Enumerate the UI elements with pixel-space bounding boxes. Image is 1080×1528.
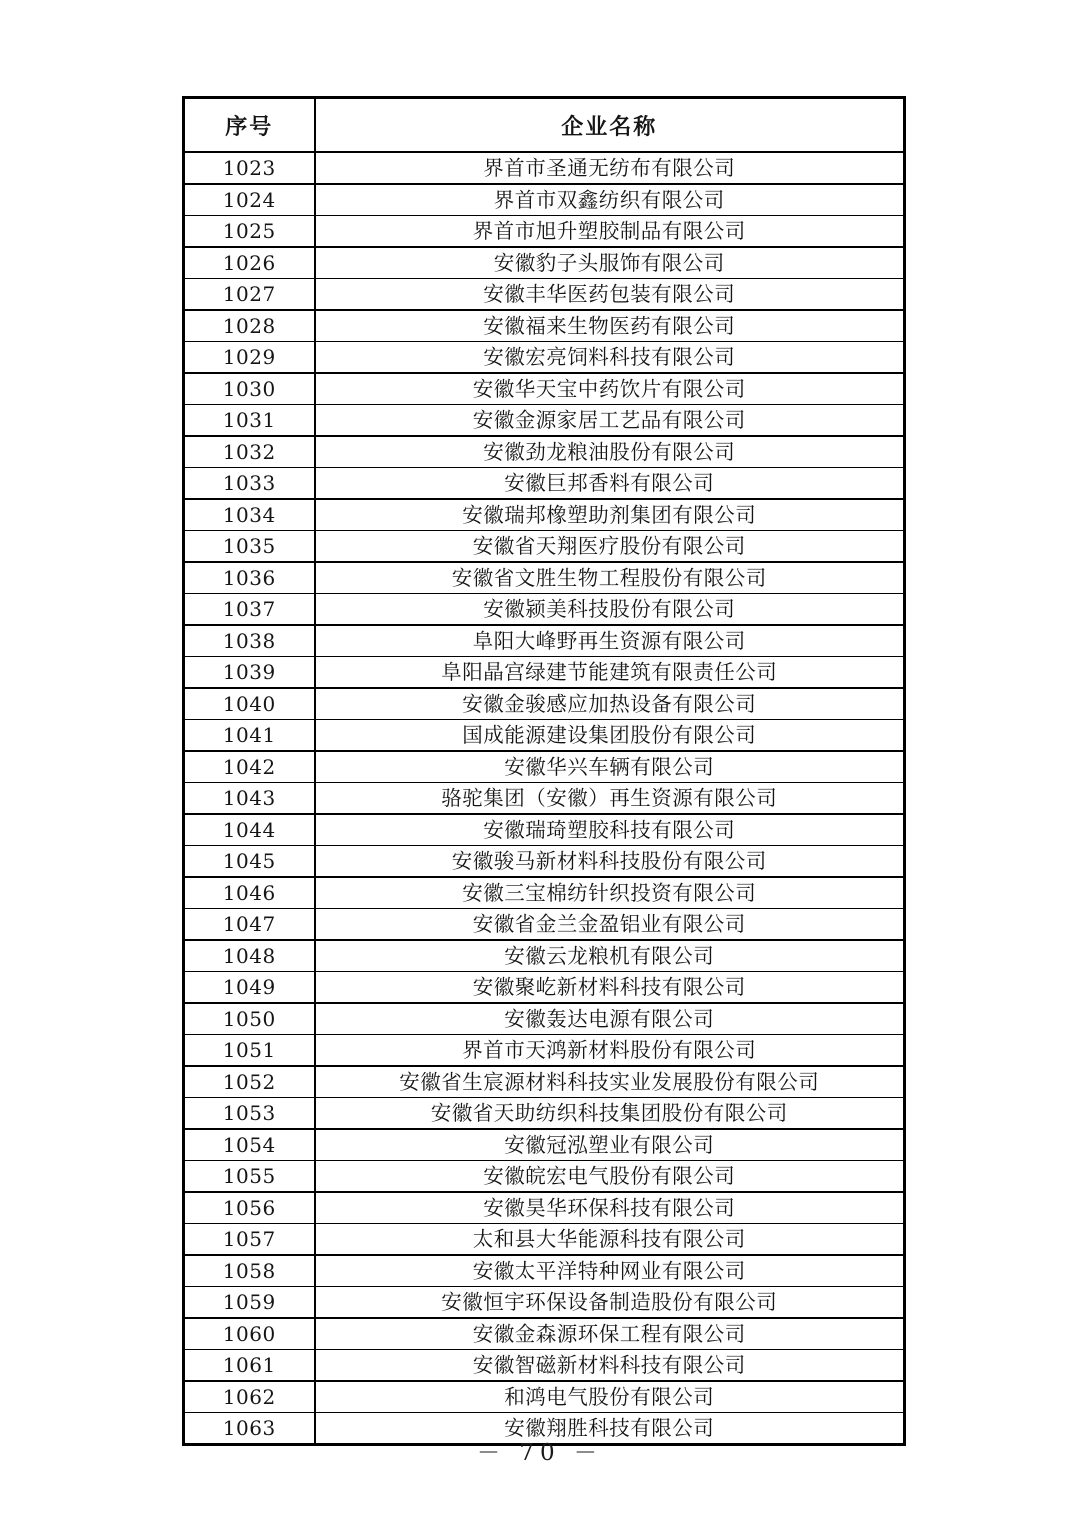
cell-enterprise-name: 太和县大华能源科技有限公司 [315,1224,905,1256]
cell-enterprise-name: 骆驼集团（安徽）再生资源有限公司 [315,783,905,815]
cell-sequence: 1052 [184,1066,315,1098]
table-row [184,1035,905,1067]
cell-sequence: 1029 [184,342,315,374]
cell-sequence: 1037 [184,594,315,626]
cell-enterprise-name: 安徽颍美科技股份有限公司 [315,594,905,626]
table-row [184,720,905,752]
cell-sequence: 1049 [184,972,315,1004]
cell-enterprise-name: 界首市双鑫纺织有限公司 [315,184,905,216]
table-row [184,216,905,248]
cell-enterprise-name: 安徽骏马新材料科技股份有限公司 [315,846,905,878]
table-row [184,940,905,972]
cell-enterprise-name: 安徽太平洋特种网业有限公司 [315,1255,905,1287]
cell-enterprise-name: 阜阳晶宫绿建节能建筑有限责任公司 [315,657,905,689]
cell-enterprise-name: 安徽省文胜生物工程股份有限公司 [315,562,905,594]
cell-sequence: 1063 [184,1413,315,1445]
table-row [184,1161,905,1193]
cell-enterprise-name: 安徽华兴车辆有限公司 [315,751,905,783]
cell-sequence: 1038 [184,625,315,657]
cell-enterprise-name: 安徽劲龙粮油股份有限公司 [315,436,905,468]
table-row [184,972,905,1004]
cell-enterprise-name: 安徽巨邦香料有限公司 [315,468,905,500]
column-header-sequence: 序号 [184,98,315,153]
cell-sequence: 1044 [184,814,315,846]
cell-sequence: 1059 [184,1287,315,1319]
cell-sequence: 1027 [184,279,315,311]
table-row [184,909,905,941]
cell-sequence: 1055 [184,1161,315,1193]
cell-enterprise-name: 安徽省天助纺织科技集团股份有限公司 [315,1098,905,1130]
cell-enterprise-name: 安徽华天宝中药饮片有限公司 [315,373,905,405]
cell-enterprise-name: 安徽恒宇环保设备制造股份有限公司 [315,1287,905,1319]
cell-enterprise-name: 界首市旭升塑胶制品有限公司 [315,216,905,248]
cell-sequence: 1040 [184,688,315,720]
cell-sequence: 1045 [184,846,315,878]
table-row [184,247,905,279]
enterprise-list-table [182,96,906,1446]
table-row [184,657,905,689]
cell-enterprise-name: 安徽省金兰金盈铝业有限公司 [315,909,905,941]
table-row [184,1003,905,1035]
cell-sequence: 1033 [184,468,315,500]
cell-enterprise-name: 安徽皖宏电气股份有限公司 [315,1161,905,1193]
cell-enterprise-name: 安徽丰华医药包装有限公司 [315,279,905,311]
table-row [184,279,905,311]
page-number-footer: － 70 － [477,1440,603,1466]
cell-sequence: 1058 [184,1255,315,1287]
table-header [184,98,905,153]
cell-enterprise-name: 安徽金森源环保工程有限公司 [315,1318,905,1350]
cell-enterprise-name: 安徽昊华环保科技有限公司 [315,1192,905,1224]
cell-sequence: 1039 [184,657,315,689]
cell-sequence: 1062 [184,1381,315,1413]
table-row [184,1255,905,1287]
table-row [184,751,905,783]
cell-enterprise-name: 安徽瑞邦橡塑助剂集团有限公司 [315,499,905,531]
cell-enterprise-name: 安徽三宝棉纺针织投资有限公司 [315,877,905,909]
cell-sequence: 1034 [184,499,315,531]
cell-enterprise-name: 安徽福来生物医药有限公司 [315,310,905,342]
cell-enterprise-name: 安徽宏亮饲料科技有限公司 [315,342,905,374]
table-row [184,1066,905,1098]
cell-sequence: 1023 [184,152,315,184]
cell-sequence: 1035 [184,531,315,563]
cell-sequence: 1056 [184,1192,315,1224]
table-row [184,184,905,216]
cell-sequence: 1032 [184,436,315,468]
cell-sequence: 1048 [184,940,315,972]
table-row [184,688,905,720]
table-row [184,436,905,468]
table-row [184,783,905,815]
cell-enterprise-name: 安徽翔胜科技有限公司 [315,1413,905,1445]
cell-sequence: 1061 [184,1350,315,1382]
cell-sequence: 1042 [184,751,315,783]
cell-enterprise-name: 安徽省天翔医疗股份有限公司 [315,531,905,563]
table-row [184,1318,905,1350]
enterprise-list-table-wrapper [182,96,903,1446]
table-row [184,594,905,626]
table-row [184,1192,905,1224]
table-row [184,1224,905,1256]
table-row [184,468,905,500]
table-row [184,1129,905,1161]
cell-sequence: 1050 [184,1003,315,1035]
cell-sequence: 1057 [184,1224,315,1256]
cell-enterprise-name: 阜阳大峰野再生资源有限公司 [315,625,905,657]
cell-enterprise-name: 安徽豹子头服饰有限公司 [315,247,905,279]
cell-enterprise-name: 安徽金骏感应加热设备有限公司 [315,688,905,720]
cell-sequence: 1043 [184,783,315,815]
table-body [184,152,905,1445]
table-row [184,814,905,846]
cell-sequence: 1047 [184,909,315,941]
cell-enterprise-name: 安徽轰达电源有限公司 [315,1003,905,1035]
cell-sequence: 1054 [184,1129,315,1161]
table-row [184,499,905,531]
cell-enterprise-name: 安徽聚屹新材料科技有限公司 [315,972,905,1004]
column-header-enterprise-name: 企业名称 [315,98,905,153]
cell-sequence: 1025 [184,216,315,248]
table-row [184,342,905,374]
cell-sequence: 1031 [184,405,315,437]
cell-enterprise-name: 安徽金源家居工艺品有限公司 [315,405,905,437]
cell-enterprise-name: 和鸿电气股份有限公司 [315,1381,905,1413]
cell-sequence: 1046 [184,877,315,909]
cell-sequence: 1060 [184,1318,315,1350]
cell-enterprise-name: 安徽省生宸源材料科技实业发展股份有限公司 [315,1066,905,1098]
cell-enterprise-name: 界首市天鸿新材料股份有限公司 [315,1035,905,1067]
cell-sequence: 1041 [184,720,315,752]
cell-sequence: 1030 [184,373,315,405]
table-row [184,1098,905,1130]
cell-enterprise-name: 安徽云龙粮机有限公司 [315,940,905,972]
table-row [184,877,905,909]
cell-enterprise-name: 界首市圣通无纺布有限公司 [315,152,905,184]
cell-enterprise-name: 安徽智磁新材料科技有限公司 [315,1350,905,1382]
cell-enterprise-name: 安徽瑞琦塑胶科技有限公司 [315,814,905,846]
table-row [184,562,905,594]
cell-sequence: 1051 [184,1035,315,1067]
table-row [184,846,905,878]
table-row [184,405,905,437]
table-row [184,152,905,184]
table-row [184,1350,905,1382]
table-row [184,373,905,405]
cell-enterprise-name: 国成能源建设集团股份有限公司 [315,720,905,752]
cell-sequence: 1028 [184,310,315,342]
cell-sequence: 1026 [184,247,315,279]
table-header-row [184,98,905,153]
cell-sequence: 1024 [184,184,315,216]
cell-enterprise-name: 安徽冠泓塑业有限公司 [315,1129,905,1161]
cell-sequence: 1053 [184,1098,315,1130]
table-row [184,1287,905,1319]
table-row [184,531,905,563]
table-row [184,625,905,657]
table-row [184,1381,905,1413]
table-row [184,310,905,342]
cell-sequence: 1036 [184,562,315,594]
